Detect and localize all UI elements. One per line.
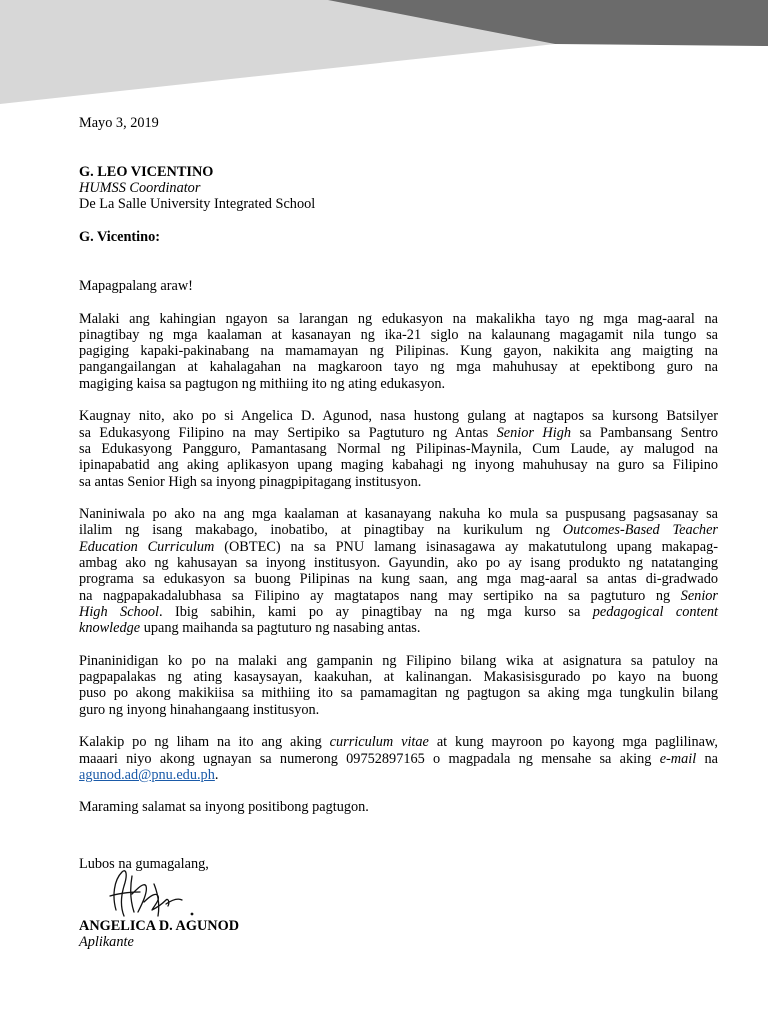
paragraph-4 [79,653,718,718]
paragraph-line: Naniniwala po ako na ang mga kaalaman at kasanayang nakuha ko mula sa puspusang pagsasanay sa [79,506,718,523]
paragraph-line: ilalim ng isang makabago, inobatibo, at pinagtibay na kurikulum ng Outcomes-Based Teacher [79,522,718,539]
paragraph-line: pagiging kapaki-pakinabang na mamamayan ng Pilipinas. Kung gayon, nakikita ang maigting na [79,343,718,360]
thanks-line: Maraming salamat sa inyong positibong pagtugon. [79,799,369,816]
signatory-role: Aplikante [79,934,134,951]
paragraph-line: magiging kaisa sa pagtugon ng mithiing ito ng ating edukasyon. [79,375,446,392]
paragraph-line: Kalakip po ng liham na ito ang aking curriculum vitae at kung mayroon po kayong mga paglilinaw, [79,734,718,751]
paragraph-line: pangangailangan at kahalagahan na magkaroon tayo ng mga mahuhusay at epektibong guro na [79,359,718,376]
paragraph-line: pagpapalakas ng ating kasaysayan, kaakuhan, at kalinangan. Makasisisgurado po kayo na buong [79,669,718,686]
paragraph-2 [79,408,718,489]
recipient-institution: De La Salle University Integrated School [79,196,316,213]
letterhead-banner [0,0,768,110]
letter-body [79,115,718,816]
paragraph-line: na nagpapakadalubhasa sa Filipino ay magtatapos nang may sertipiko na sa pagtuturo ng Senior [79,587,718,604]
handwritten-signature [108,866,200,926]
paragraph-line: maaari niyo akong ugnayan sa numerong 09752897165 o magpadala ng mensahe sa aking e-mail na [79,750,718,767]
paragraph-line: programa sa edukasyon sa buong Pilipinas na kung saan, ang mga mag-aaral sa antas di-gradwado [79,571,718,588]
paragraph-line: guro ng inyong hinahangaang institusyon. [79,701,320,718]
paragraph-line: knowledge upang maihanda sa pagtuturo ng nasabing antas. [79,620,421,637]
signatory-name: ANGELICA D. AGUNOD [79,918,240,934]
greeting: Mapagpalang araw! [79,277,193,294]
paragraph-line: puso po akong makikiisa sa mithiing ito sa pamamagitan ng pagtugon sa aking mga tungkulin bilang [79,685,718,702]
email-link[interactable]: agunod.ad@pnu.edu.ph [79,766,215,783]
paragraph-line: High School. Ibig sabihin, kami po ay pinagtibay na ng mga kurso sa pedagogical content [79,603,718,620]
paragraph-line: pinagtibay ng mga kaalaman at kasanayan ng ika-21 siglo na kalaunang magagamit nila tungo sa [79,326,718,343]
paragraph-line: agunod.ad@pnu.edu.ph. [79,766,219,783]
paragraph-line: Malaki ang kahingian ngayon sa larangan ng edukasyon na makalikha tayo ng mga mag-aaral na [79,310,718,327]
paragraph-line: Pinaninidigan ko po na malaki ang gampanin ng Filipino bilang wika at asignatura sa patuloy na [79,652,718,669]
paragraph-5 [79,734,718,783]
paragraph-line: sa Edukasyong Filipino na may Sertipiko sa Pagtuturo ng Antas Senior High sa Pambansang Sentro [79,424,718,441]
closing-line: Lubos na gumagalang, [79,856,209,872]
paragraph-line: ambag ako ng kahusayan sa inyong institusyon. Gayundin, ako po ay isang produkto ng natatanging [79,555,718,572]
paragraph-line: sa antas Senior High sa inyong pinagpipitagang institusyon. [79,473,422,490]
paragraph-line: Education Curriculum (OBTEC) na sa PNU lamang isinasagawa ay makatutulong upang makapag- [79,538,718,555]
recipient-block [79,164,718,213]
paragraph-3 [79,506,718,636]
recipient-title: HUMSS Coordinator [79,180,201,197]
letter-date: Mayo 3, 2019 [79,115,159,131]
signatory-block [79,918,239,951]
salutation: G. Vicentino: [79,229,161,246]
paragraph-line: ipinapabatid ang aking aplikasyon upang maging kabahagi ng inyong mahuhusay na guro sa Filipino [79,457,718,474]
paragraph-line: Kaugnay nito, ako po si Angelica D. Agunod, nasa hustong gulang at nagtapos sa kursong Batsilyer [79,408,718,425]
paragraph-line: sa Edukasyong Pangguro, Pamantasang Normal ng Pilipinas-Maynila, Cum Laude, ay malugod na [79,440,718,457]
recipient-name: G. LEO VICENTINO [79,163,214,180]
paragraph-1 [79,311,718,392]
